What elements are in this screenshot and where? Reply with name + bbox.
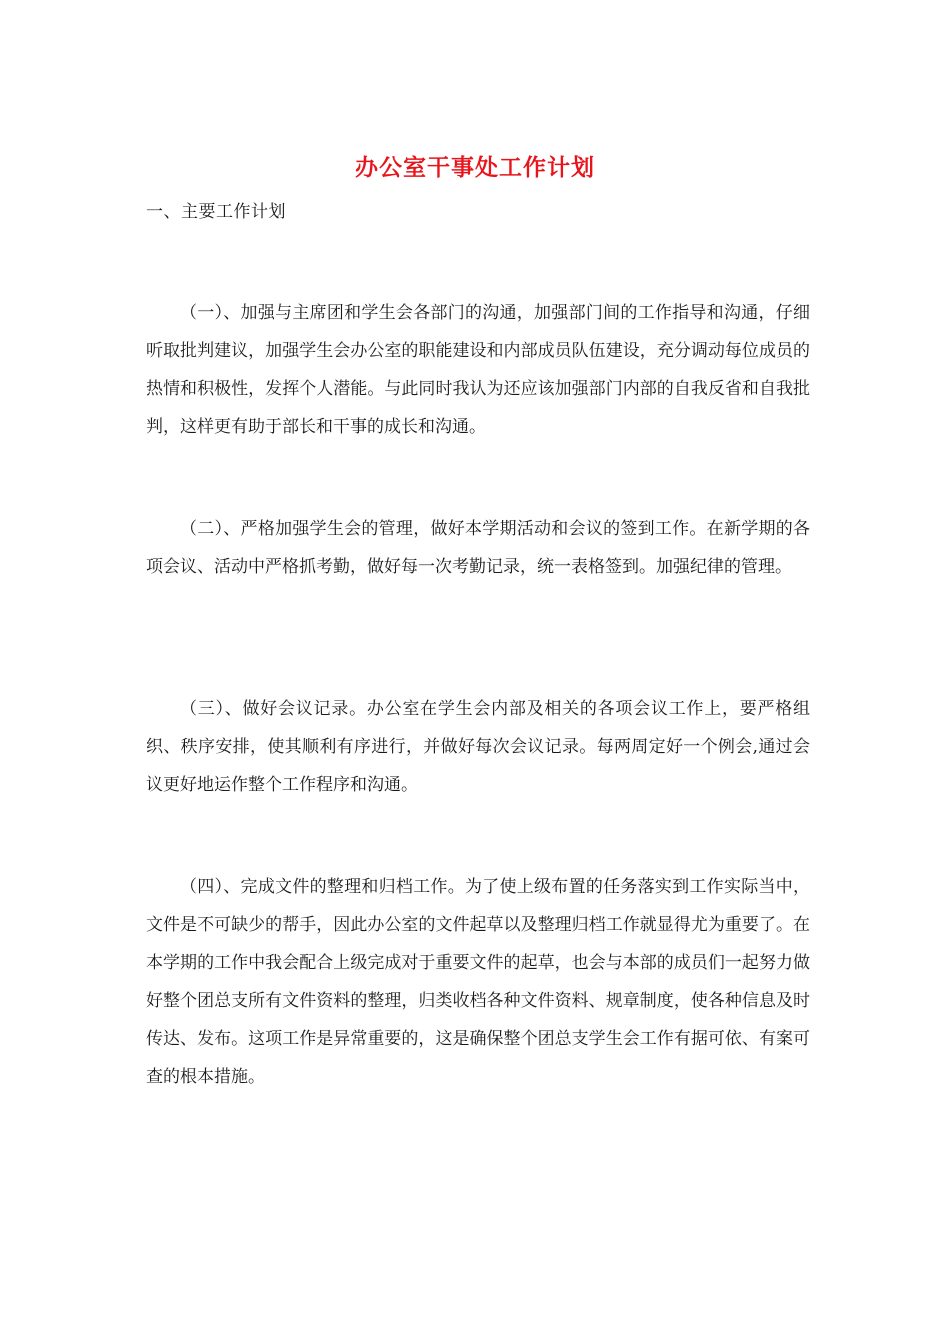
section-heading: 一、主要工作计划 (146, 202, 286, 222)
paragraph-2: （二）、严格加强学生会的管理，做好本学期活动和会议的签到工作。在新学期的各项会议、活动中严格抓考勤，做好每一次考勤记录，统一表格签到。加强纪律的管理。 (146, 519, 810, 577)
paragraph-1: （一）、加强与主席团和学生会各部门的沟通，加强部门间的工作指导和沟通，仔细听取批判建议，加强学生会办公室的职能建设和内部成员队伍建设，充分调动每位成员的热情和积极性，发挥个人潜能。与此同时我认为还应该加强部门内部的自我反省和自我批判，这样更有助于部长和干事的成长和沟通。 (146, 303, 810, 437)
document-title: 办公室干事处工作计划 (355, 154, 595, 181)
paragraph-3: （三）、做好会议记录。办公室在学生会内部及相关的各项会议工作上，要严格组织、秩序安排，使其顺利有序进行，并做好每次会议记录。每两周定好一个例会,通过会议更好地运作整个工作程序和沟通。 (146, 699, 810, 795)
paragraph-4: （四）、完成文件的整理和归档工作。为了使上级布置的任务落实到工作实际当中，文件是不可缺少的帮手，因此办公室的文件起草以及整理归档工作就显得尤为重要了。在本学期的工作中我会配合上级完成对于重要文件的起草，也会与本部的成员们一起努力做好整个团总支所有文件资料的整理，归类收档各种文件资料、规章制度，使各种信息及时传达、发布。这项工作是异常重要的，这是确保整个团总支学生会工作有据可依、有案可查的根本措施。 (146, 877, 810, 1087)
